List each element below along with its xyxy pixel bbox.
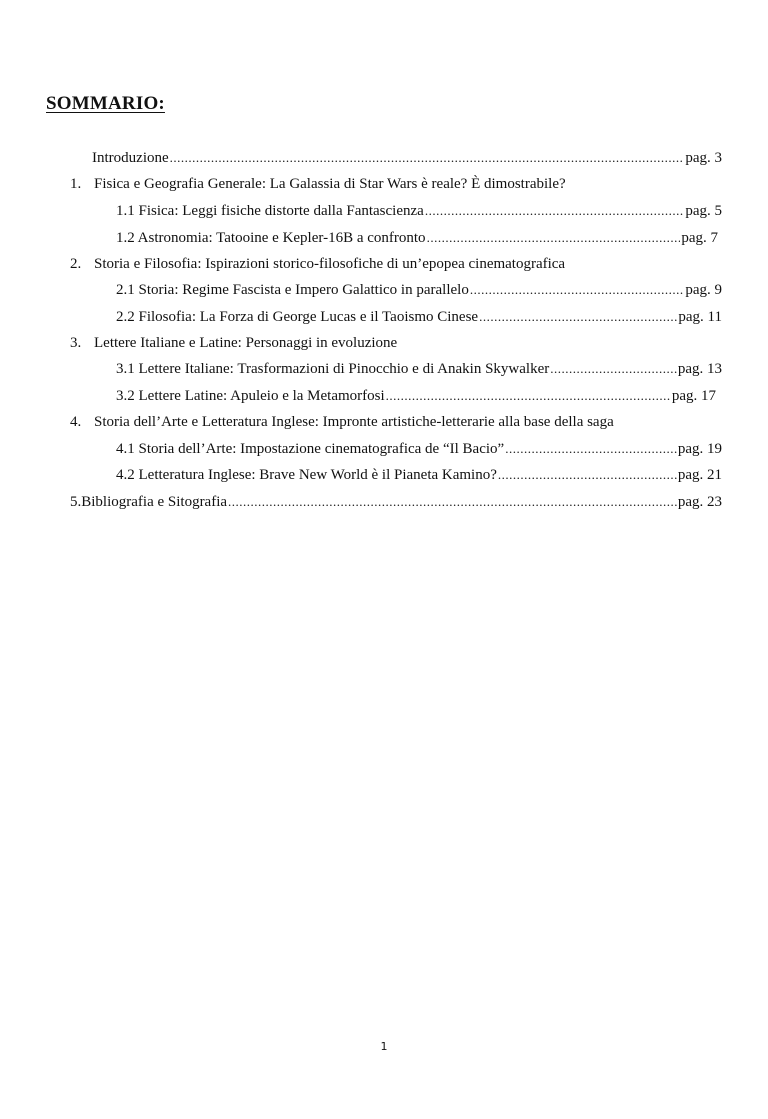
dot-leader (498, 465, 677, 485)
toc-entry-page: pag. 7 (681, 230, 718, 246)
toc-entry-page: pag. 9 (685, 282, 722, 298)
toc-entry-label: 4.1 Storia dell’Arte: Impostazione cinematografica de “Il Bacio” (116, 441, 505, 457)
dot-leader (470, 280, 685, 300)
section-number: 5. (70, 494, 82, 510)
toc-entry-4-2 (116, 465, 722, 485)
toc-entry-page: pag. 13 (677, 361, 722, 377)
section-number: 3. (70, 335, 82, 351)
toc-section-5 (70, 492, 722, 512)
toc-entry-page: pag. 21 (677, 467, 722, 483)
toc-section-2 (70, 254, 730, 274)
dot-leader (550, 359, 677, 379)
dot-leader (479, 307, 677, 327)
toc-section-1 (70, 174, 730, 194)
toc-entry-label: 1.2 Astronomia: Tatooine e Kepler-16B a confronto (116, 230, 426, 246)
toc-entry-3-2 (116, 386, 716, 406)
toc-section-4 (70, 412, 735, 432)
dot-leader (427, 228, 681, 248)
toc-entry-label: 3.1 Lettere Italiane: Trasformazioni di Pinocchio e di Anakin Skywalker (116, 361, 550, 377)
toc-section-3 (70, 333, 730, 353)
dot-leader (170, 148, 685, 168)
section-label: Fisica e Geografia Generale: La Galassia di Star Wars è reale? È dimostrabile? (94, 176, 566, 192)
toc-entry-1-2 (116, 228, 718, 248)
toc-entry-label: 2.2 Filosofia: La Forza di George Lucas e il Taoismo Cinese (116, 309, 479, 325)
section-label: Storia e Filosofia: Ispirazioni storico-filosofiche di un’epopea cinematografica (94, 256, 566, 272)
toc-entry-page: pag. 19 (677, 441, 722, 457)
toc-entry-page: pag. 5 (685, 203, 722, 219)
toc-entry-label: 3.2 Lettere Latine: Apuleio e la Metamorfosi (116, 388, 385, 404)
dot-leader (386, 386, 671, 406)
section-label: Bibliografia e Sitografia (81, 494, 228, 510)
section-label: Storia dell’Arte e Letteratura Inglese: Impronte artistiche-letterarie alla base della saga (94, 414, 614, 430)
toc-entry-2-2 (116, 307, 722, 327)
toc-entry-page: pag. 17 (671, 388, 716, 404)
toc-entry-label: 1.1 Fisica: Leggi fisiche distorte dalla Fantascienza (116, 203, 424, 219)
toc-title: SOMMARIO: (46, 93, 165, 114)
page-number: 1 (380, 1040, 388, 1053)
toc-entry-label: Introduzione (92, 150, 169, 166)
section-number: 4. (70, 414, 82, 430)
toc-entry-page: pag. 11 (678, 309, 722, 325)
toc-entry-3-1 (116, 359, 722, 379)
section-number: 1. (70, 176, 82, 192)
dot-leader (228, 492, 677, 512)
toc-entry-intro (92, 148, 722, 168)
dot-leader (505, 439, 677, 459)
toc-entry-1-1 (116, 201, 722, 221)
dot-leader (425, 201, 685, 221)
toc-entry-4-1 (116, 439, 722, 459)
toc-entry-label: 4.2 Letteratura Inglese: Brave New World è il Pianeta Kamino? (116, 467, 497, 483)
toc-entry-label: 2.1 Storia: Regime Fascista e Impero Galattico in parallelo (116, 282, 469, 298)
toc-entry-page: pag. 3 (685, 150, 722, 166)
toc-entry-2-1 (116, 280, 722, 300)
section-label: Lettere Italiane e Latine: Personaggi in evoluzione (94, 335, 398, 351)
toc-entry-page: pag. 23 (677, 494, 722, 510)
section-number: 2. (70, 256, 82, 272)
